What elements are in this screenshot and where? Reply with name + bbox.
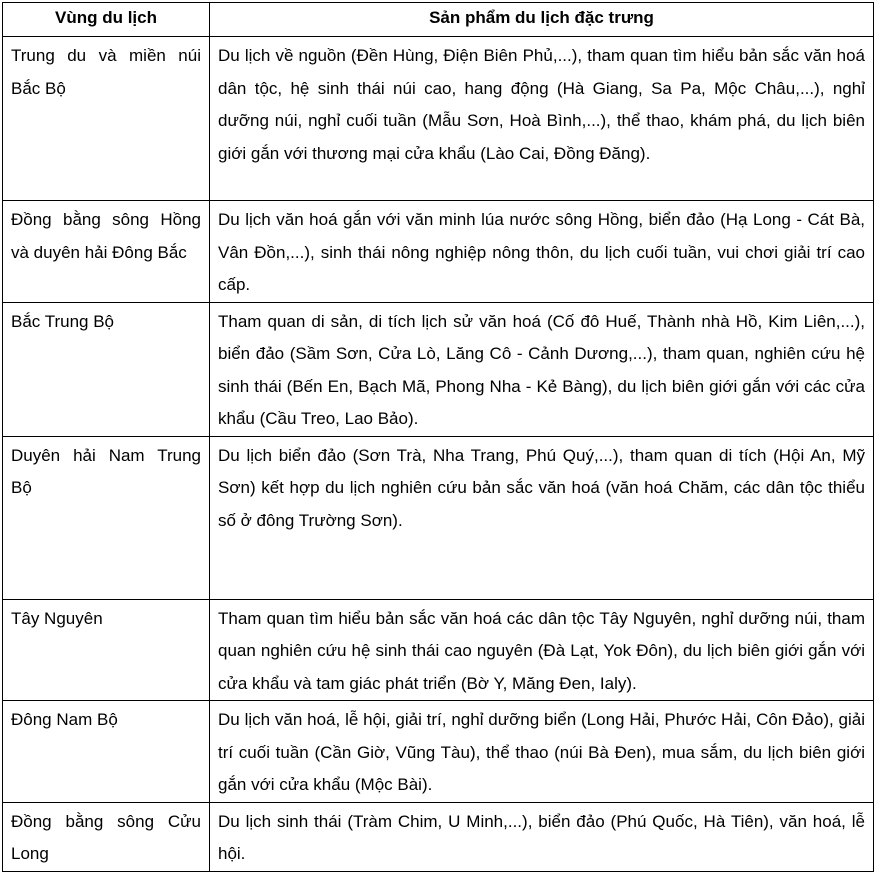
table-row	[3, 302, 874, 436]
products-cell: Du lịch về nguồn (Đền Hùng, Điện Biên Phủ,...), tham quan tìm hiểu bản sắc văn hoá dân tộc, hệ sinh thái núi cao, hang động (Hà Giang, Sa Pa, Mộc Châu,...), nghỉ dưỡng núi, nghỉ cuối tuần (Mẫu Sơn, Hoà Bình,...), thể thao, khám phá, du lịch biên giới gắn với thương mại cửa khẩu (Lào Cai, Đồng Đăng).	[210, 37, 874, 201]
region-cell: Trung du và miền núi Bắc Bộ	[3, 37, 210, 201]
table-row	[3, 37, 874, 201]
tourism-regions-table	[2, 2, 874, 872]
products-cell: Du lịch biển đảo (Sơn Trà, Nha Trang, Phú Quý,...), tham quan di tích (Hội An, Mỹ Sơn) kết hợp du lịch nghiên cứu bản sắc văn hoá (văn hoá Chăm, các dân tộc thiểu số ở đông Trường Sơn).	[210, 436, 874, 599]
products-cell: Du lịch sinh thái (Tràm Chim, U Minh,...), biển đảo (Phú Quốc, Hà Tiên), văn hoá, lễ hội.	[210, 802, 874, 871]
header-products: Sản phẩm du lịch đặc trưng	[210, 3, 874, 37]
region-cell: Bắc Trung Bộ	[3, 302, 210, 436]
table-row	[3, 802, 874, 871]
region-cell: Đồng bằng sông Cửu Long	[3, 802, 210, 871]
table-row	[3, 436, 874, 599]
table-row	[3, 201, 874, 303]
region-cell: Tây Nguyên	[3, 599, 210, 701]
products-cell: Du lịch văn hoá gắn với văn minh lúa nước sông Hồng, biển đảo (Hạ Long - Cát Bà, Vân Đồn,...), sinh thái nông nghiệp nông thôn, du lịch cuối tuần, vui chơi giải trí cao cấp.	[210, 201, 874, 303]
products-cell: Du lịch văn hoá, lễ hội, giải trí, nghỉ dưỡng biển (Long Hải, Phước Hải, Côn Đảo), giải trí cuối tuần (Cần Giờ, Vũng Tàu), thể thao (núi Bà Đen), mua sắm, du lịch biên giới gắn với cửa khẩu (Mộc Bài).	[210, 701, 874, 803]
products-cell: Tham quan di sản, di tích lịch sử văn hoá (Cố đô Huế, Thành nhà Hồ, Kim Liên,...), biển đảo (Sầm Sơn, Cửa Lò, Lăng Cô - Cảnh Dương,...), tham quan, nghiên cứu hệ sinh thái (Bến En, Bạch Mã, Phong Nha - Kẻ Bàng), du lịch biên giới gắn với các cửa khẩu (Cầu Treo, Lao Bảo).	[210, 302, 874, 436]
region-cell: Đồng bằng sông Hồng và duyên hải Đông Bắc	[3, 201, 210, 303]
products-cell: Tham quan tìm hiểu bản sắc văn hoá các dân tộc Tây Nguyên, nghỉ dưỡng núi, tham quan nghiên cứu hệ sinh thái cao nguyên (Đà Lạt, Yok Đôn), du lịch biên giới gắn với cửa khẩu và tam giác phát triển (Bờ Y, Măng Đen, Ialy).	[210, 599, 874, 701]
region-cell: Duyên hải Nam Trung Bộ	[3, 436, 210, 599]
region-cell: Đông Nam Bộ	[3, 701, 210, 803]
table-row	[3, 701, 874, 803]
header-region: Vùng du lịch	[3, 3, 210, 37]
table-row	[3, 599, 874, 701]
table-header-row	[3, 3, 874, 37]
